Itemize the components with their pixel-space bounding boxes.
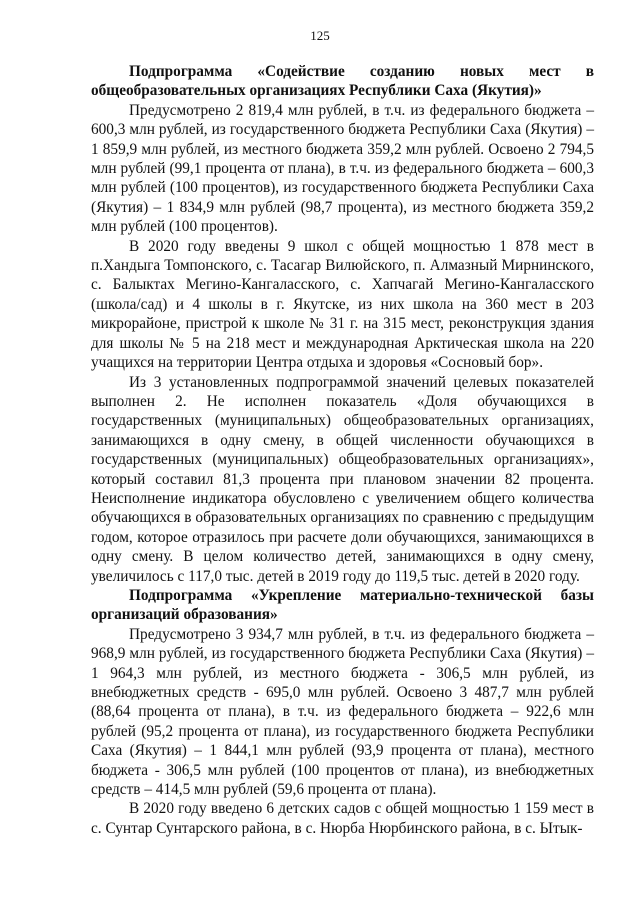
body-paragraph: Из 3 установленных подпрограммой значений целевых показателей выполнен 2. Не исполнен показатель «Доля обучающихся в государственных (муниципальных) общеобразовательных организациях, занимающихся в одну смену, в общей численности обучающихся в государственных (муниципальных) общеобразовательных организациях», который составил 81,3 процента при плановом значении 82 процента. Неисполнение индикатора обусловлено с увеличением общего количества обучающихся в образовательных организациях по сравнению с предыдущим годом, которое отразилось при расчете доли обучающихся, занимающихся в одну смену. В целом количество детей, занимающихся в одну смену, увеличилось с 117,0 тыс. детей в 2019 году до 119,5 тыс. детей в 2020 году. xyxy=(91,373,594,585)
body-paragraph: Предусмотрено 2 819,4 млн рублей, в т.ч. из федерального бюджета – 600,3 млн рублей, из государственного бюджета Республики Саха (Якутия) – 1 859,9 млн рублей, из местного бюджета 359,2 млн рублей. Освоено 2 794,5 млн рублей (99,1 процента от плана), в т.ч. из федерального бюджета – 600,3 млн рублей (100 процентов), из государственного бюджета Республики Саха (Якутия) – 1 834,9 млн рублей (98,7 процента), из местного бюджета 359,2 млн рублей (100 процентов). xyxy=(91,101,594,236)
section-heading: Подпрограмма «Содействие созданию новых мест в общеобразовательных организациях Республики Саха (Якутия)» xyxy=(91,63,594,100)
document-body xyxy=(91,62,594,838)
body-paragraph: Предусмотрено 3 934,7 млн рублей, в т.ч. из федерального бюджета – 968,9 млн рублей, из государственного бюджета Республики Саха (Якутия) – 1 964,3 млн рублей, из местного бюджета - 306,5 млн рублей, из внебюджетных средств - 695,0 млн рублей. Освоено 3 487,7 млн рублей (88,64 процента от плана), в т.ч. из федерального бюджета – 922,6 млн рублей (95,2 процента от плана), из государственного бюджета Республики Саха (Якутия) – 1 844,1 млн рублей (93,9 процента от плана), местного бюджета - 306,5 млн рублей (100 процентов от плана), из внебюджетных средств – 414,5 млн рублей (59,6 процента от плана). xyxy=(91,625,594,799)
page-number: 125 xyxy=(310,28,330,43)
body-paragraph: В 2020 году введено 6 детских садов с общей мощностью 1 159 мест в с. Сунтар Сунтарского района, в с. Нюрба Нюрбинского района, в с. Ытык- xyxy=(91,800,594,837)
body-paragraph: В 2020 году введены 9 школ с общей мощностью 1 878 мест в п.Хандыга Томпонского, с. Тасагар Вилюйского, п. Алмазный Мирнинского, с. Балыктах Мегино-Кангаласского, с. Хапчагай Мегино-Кангаласского (школа/сад) и 4 школы в г. Якутске, из них школа на 360 мест в 203 микрорайоне, пристрой к школе № 31 г. на 315 мест, реконструкция здания для школы № 5 на 218 мест и международная Арктическая школа на 220 учащихся на территории Центра отдыха и здоровья «Сосновый бор». xyxy=(91,237,594,372)
section-heading: Подпрограмма «Укрепление материально-технической базы организаций образования» xyxy=(91,586,594,624)
